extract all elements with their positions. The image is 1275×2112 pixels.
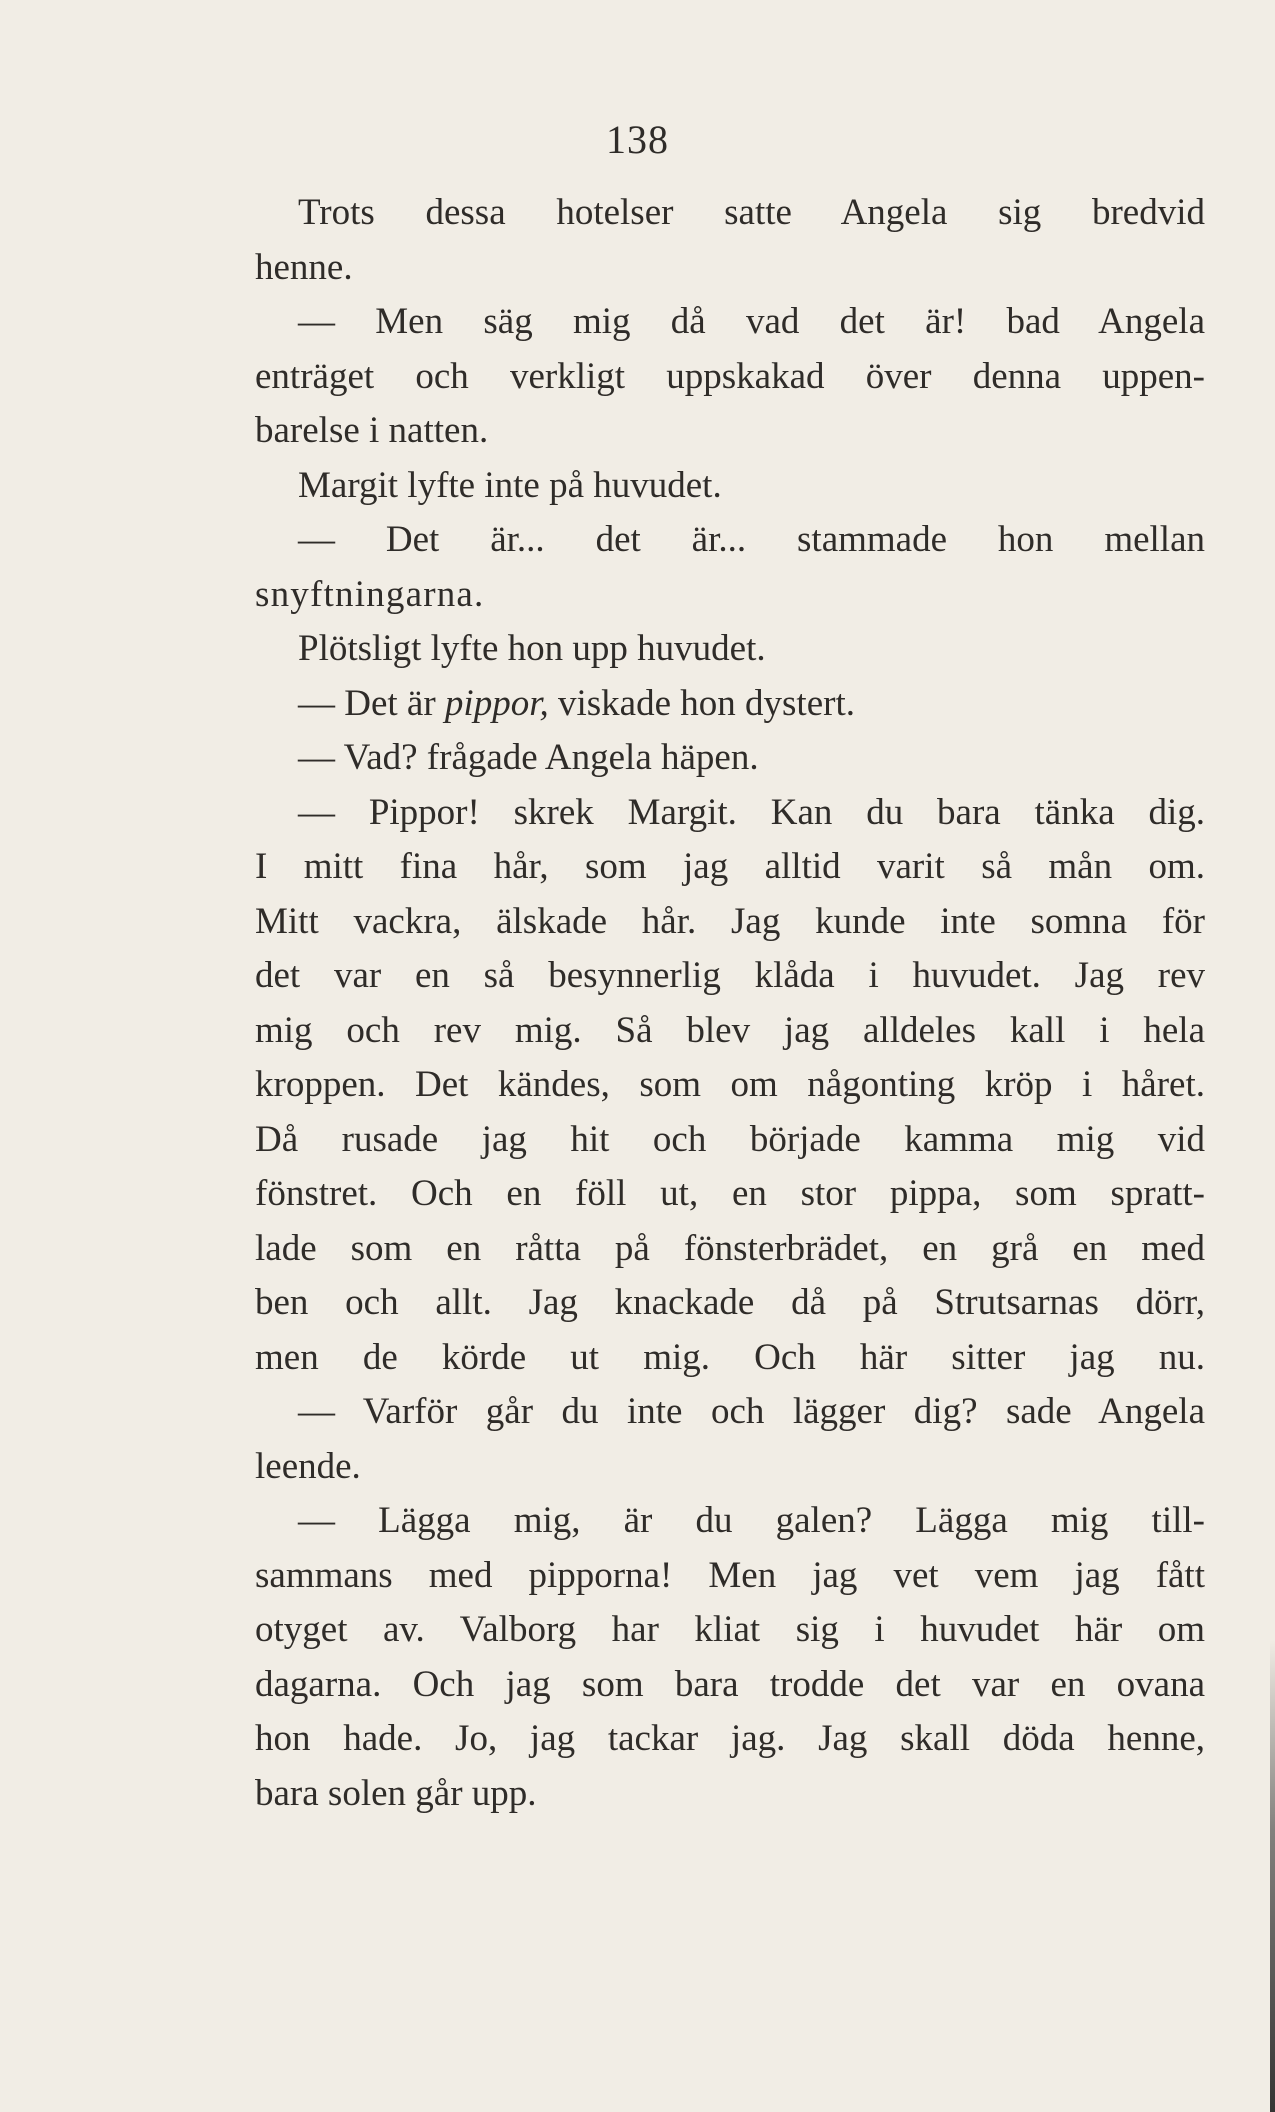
text-line: Mitt vackra, älskade hår. Jag kunde inte somna för xyxy=(255,900,1205,942)
text-line: — Varför går du inte och lägger dig? sade Angela xyxy=(298,1391,1205,1432)
body-text xyxy=(255,186,1205,1821)
text-line: mig och rev mig. Så blev jag alldeles kall i hela xyxy=(255,1009,1205,1051)
text-line: Plötsligt lyfte hon upp huvudet. xyxy=(298,628,766,669)
text-line: enträget och verkligt uppskakad över denna uppen- xyxy=(255,355,1205,397)
text-line: bara solen går upp. xyxy=(255,1772,537,1814)
text-line: — Pippor! skrek Margit. Kan du bara tänka dig. xyxy=(298,791,1205,833)
text-line: fönstret. Och en föll ut, en stor pippa, som spratt- xyxy=(255,1173,1205,1214)
text-line: lade som en råtta på fönsterbrädet, en grå en med xyxy=(255,1227,1205,1269)
text-line: hon hade. Jo, jag tackar jag. Jag skall döda henne, xyxy=(255,1718,1205,1759)
text-line: det var en så besynnerlig klåda i huvudet. Jag rev xyxy=(255,955,1205,996)
text-line: ben och allt. Jag knackade då på Strutsarnas dörr, xyxy=(255,1282,1205,1323)
text-line: henne. xyxy=(255,246,353,288)
text-line: kroppen. Det kändes, som om någonting kröp i håret. xyxy=(255,1064,1205,1105)
text-line: Trots dessa hotelser satte Angela sig bredvid xyxy=(298,192,1205,233)
text-line: sammans med pipporna! Men jag vet vem jag fått xyxy=(255,1554,1205,1596)
text-segment: — Det är xyxy=(298,682,445,724)
page-edge-shadow xyxy=(1270,1640,1275,2112)
italic-word: pippor, xyxy=(444,682,549,724)
text-line: Då rusade jag hit och började kamma mig vid xyxy=(255,1118,1205,1160)
text-segment: viskade hon dystert. xyxy=(548,682,855,724)
text-line: men de körde ut mig. Och här sitter jag nu. xyxy=(255,1336,1205,1378)
page-number: 138 xyxy=(606,117,669,162)
text-line-mixed xyxy=(255,677,1205,732)
text-line: otyget av. Valborg har kliat sig i huvudet här om xyxy=(255,1609,1205,1650)
text-line: snyftningarna. xyxy=(255,573,485,615)
text-line: — Det är... det är... stammade hon mellan xyxy=(298,519,1205,560)
text-line: — Men säg mig då vad det är! bad Angela xyxy=(298,301,1205,342)
text-line: — Lägga mig, är du galen? Lägga mig till- xyxy=(298,1500,1205,1541)
text-line: barelse i natten. xyxy=(255,410,489,451)
text-line: — Vad? frågade Angela häpen. xyxy=(298,737,759,778)
text-line: Margit lyfte inte på huvudet. xyxy=(298,464,722,506)
text-line: dagarna. Och jag som bara trodde det var en ovana xyxy=(255,1663,1205,1705)
text-line: I mitt fina hår, som jag alltid varit så mån om. xyxy=(255,846,1205,887)
text-line: leende. xyxy=(255,1445,361,1487)
